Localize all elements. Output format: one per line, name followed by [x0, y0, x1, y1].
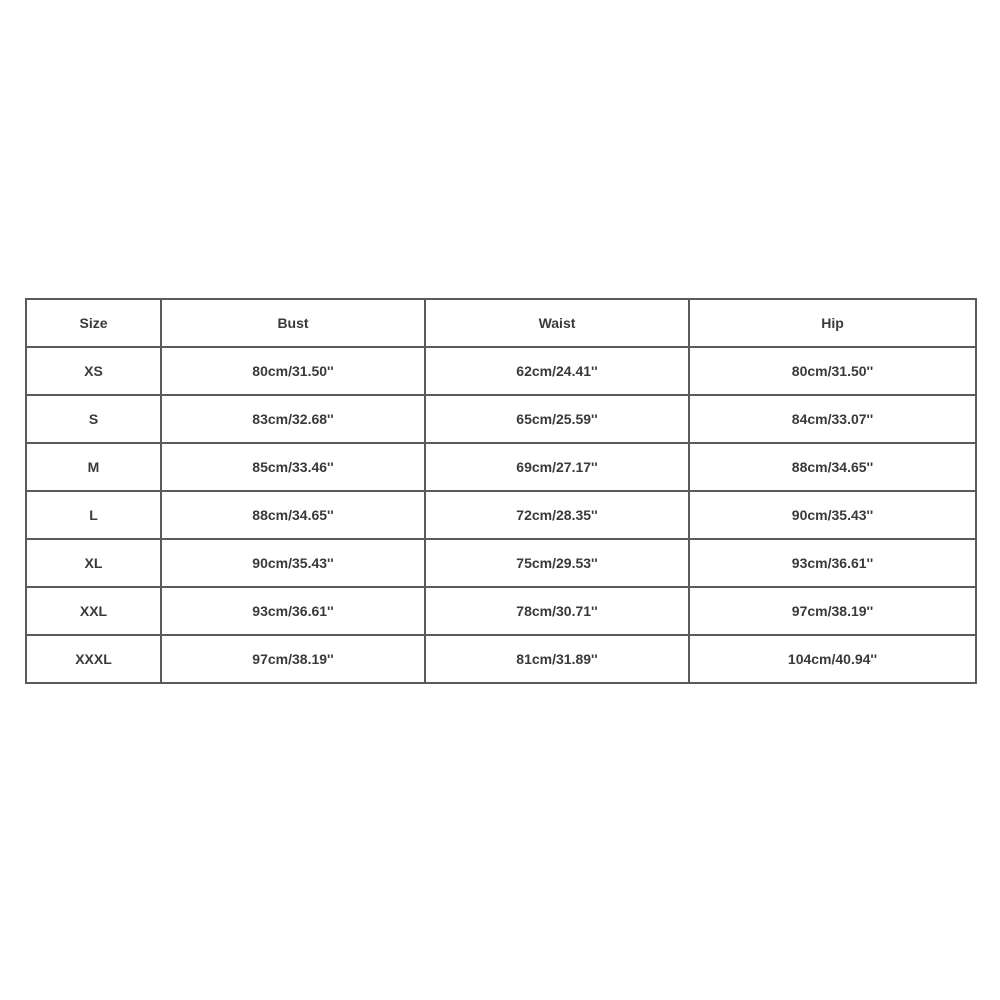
size-cell: XS — [26, 347, 161, 395]
bust-cell: 83cm/32.68'' — [161, 395, 425, 443]
table-row — [26, 395, 976, 443]
table-row — [26, 347, 976, 395]
waist-cell: 78cm/30.71'' — [425, 587, 689, 635]
waist-cell: 65cm/25.59'' — [425, 395, 689, 443]
header-hip: Hip — [689, 299, 976, 347]
table-row — [26, 635, 976, 683]
size-cell: S — [26, 395, 161, 443]
waist-cell: 69cm/27.17'' — [425, 443, 689, 491]
hip-cell: 88cm/34.65'' — [689, 443, 976, 491]
hip-cell: 90cm/35.43'' — [689, 491, 976, 539]
header-row — [26, 299, 976, 347]
size-chart-table — [25, 298, 977, 684]
header-bust: Bust — [161, 299, 425, 347]
size-cell: XL — [26, 539, 161, 587]
bust-cell: 85cm/33.46'' — [161, 443, 425, 491]
table-row — [26, 491, 976, 539]
bust-cell: 93cm/36.61'' — [161, 587, 425, 635]
hip-cell: 84cm/33.07'' — [689, 395, 976, 443]
size-cell: M — [26, 443, 161, 491]
header-size: Size — [26, 299, 161, 347]
size-cell: L — [26, 491, 161, 539]
bust-cell: 97cm/38.19'' — [161, 635, 425, 683]
table-row — [26, 539, 976, 587]
table-row — [26, 443, 976, 491]
hip-cell: 97cm/38.19'' — [689, 587, 976, 635]
waist-cell: 81cm/31.89'' — [425, 635, 689, 683]
hip-cell: 93cm/36.61'' — [689, 539, 976, 587]
bust-cell: 88cm/34.65'' — [161, 491, 425, 539]
table-row — [26, 587, 976, 635]
hip-cell: 80cm/31.50'' — [689, 347, 976, 395]
size-cell: XXL — [26, 587, 161, 635]
bust-cell: 90cm/35.43'' — [161, 539, 425, 587]
size-cell: XXXL — [26, 635, 161, 683]
bust-cell: 80cm/31.50'' — [161, 347, 425, 395]
header-waist: Waist — [425, 299, 689, 347]
hip-cell: 104cm/40.94'' — [689, 635, 976, 683]
waist-cell: 72cm/28.35'' — [425, 491, 689, 539]
waist-cell: 75cm/29.53'' — [425, 539, 689, 587]
waist-cell: 62cm/24.41'' — [425, 347, 689, 395]
